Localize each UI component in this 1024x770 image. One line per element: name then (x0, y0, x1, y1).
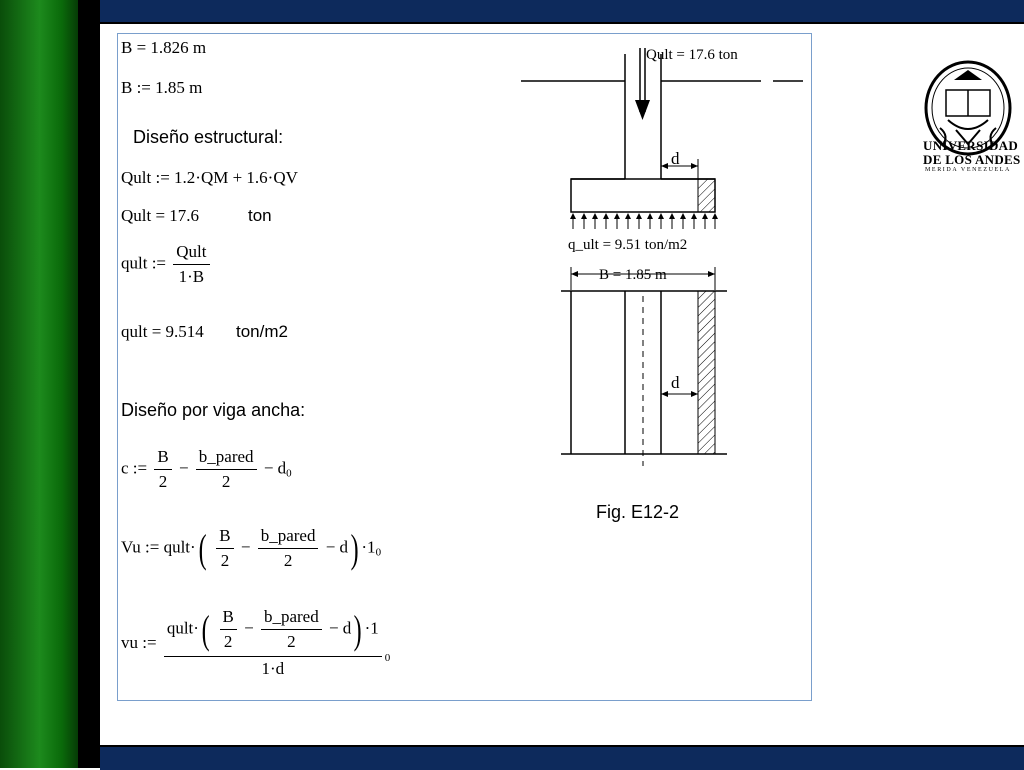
d-label-plan: d (671, 373, 680, 392)
fraction-numerator: B (220, 607, 237, 630)
plan-view (561, 291, 727, 466)
Vu-equation (121, 526, 381, 571)
Vu-fraction-bpared (258, 526, 319, 571)
left-black-strip (78, 0, 100, 768)
c-tail: − d (263, 458, 287, 478)
fraction-numerator: b_pared (258, 526, 319, 549)
qult-definition: Qult := 1.2·QM + 1.6·QV (121, 168, 298, 187)
Vu-lhs: Vu := qult· (121, 537, 196, 557)
fraction-denominator: 1·B (178, 267, 205, 286)
minus-sign: − (244, 618, 254, 638)
vu-mid: − d (328, 618, 352, 638)
top-blue-bar (100, 0, 1024, 24)
b-defined: B := 1.85 m (121, 78, 203, 97)
subscript: 0 (286, 467, 292, 480)
fraction-numerator: b_pared (196, 447, 257, 470)
mathcad-worksheet (117, 33, 812, 701)
fraction-numerator: Qult (173, 242, 209, 265)
d-dimension-top (661, 159, 698, 179)
vu-equation (121, 607, 390, 679)
fraction-numerator: B (216, 526, 233, 549)
logo-text-location: MERIDA VENEZUELA (925, 167, 1011, 173)
close-paren: ) (353, 606, 362, 652)
qult-lower-equation (121, 242, 213, 287)
pressure-label: q_ult = 9.51 ton/m2 (568, 237, 688, 253)
fraction-denominator: 2 (223, 632, 233, 651)
qult-lower-fraction (173, 242, 209, 287)
c-equation (121, 447, 292, 492)
vu-fraction-b (220, 607, 237, 652)
c-lhs: c := (121, 458, 148, 478)
footing-figure (513, 34, 809, 534)
qult-lower-value: qult = 9.514 (121, 322, 204, 341)
width-label: B = 1.85 m (599, 267, 667, 283)
heading-wide-beam-design: Diseño por viga ancha: (121, 400, 306, 420)
c-fraction-bpared (196, 447, 257, 492)
Vu-fraction-b (216, 526, 233, 571)
vu-main-numerator (164, 607, 382, 657)
load-label: Qult = 17.6 ton (646, 47, 738, 63)
qult-lower-unit: ton/m2 (236, 322, 288, 341)
bottom-blue-bar (100, 745, 1024, 770)
vu-fraction-bpared (261, 607, 322, 652)
minus-sign: − (178, 458, 189, 478)
figure-caption: Fig. E12-2 (596, 502, 680, 522)
qult-lower-lhs: qult := (121, 253, 167, 273)
open-paren: ( (201, 606, 210, 652)
close-paren: ) (350, 525, 359, 571)
fraction-denominator: 2 (283, 551, 293, 570)
soil-pressure-arrows (570, 212, 718, 229)
left-green-bar (0, 0, 88, 768)
open-paren: ( (198, 525, 207, 571)
qult-value: Qult = 17.6 (121, 206, 200, 225)
qult-unit: ton (248, 206, 272, 225)
fraction-numerator: b_pared (261, 607, 322, 630)
fraction-denominator: 2 (287, 632, 296, 651)
heading-structural-design: Diseño estructural: (133, 127, 284, 147)
vu-tail: ·1 (364, 618, 379, 638)
Vu-mid: − d (325, 537, 349, 557)
vu-main-denominator: 1·d (261, 659, 285, 678)
fraction-numerator: B (154, 447, 171, 470)
fraction-denominator: 2 (220, 551, 230, 570)
d-label-top: d (671, 149, 680, 168)
b-calculated: B = 1.826 m (121, 38, 207, 57)
c-fraction-b (154, 447, 171, 492)
vu-main-fraction (164, 607, 382, 679)
footing (571, 179, 715, 212)
subscript: 0 (384, 651, 391, 664)
vu-num-pre: qult· (166, 618, 199, 638)
fraction-denominator: 2 (221, 472, 231, 491)
subscript: 0 (375, 546, 382, 559)
fraction-denominator: 2 (158, 472, 168, 491)
logo-text-university: UNIVERSIDAD (923, 138, 1019, 153)
minus-sign: − (240, 537, 251, 557)
logo-text-de-los-andes: DE LOS ANDES (923, 152, 1021, 167)
vu-lhs: vu := (121, 633, 157, 652)
Vu-tail: ·1 (361, 537, 376, 557)
